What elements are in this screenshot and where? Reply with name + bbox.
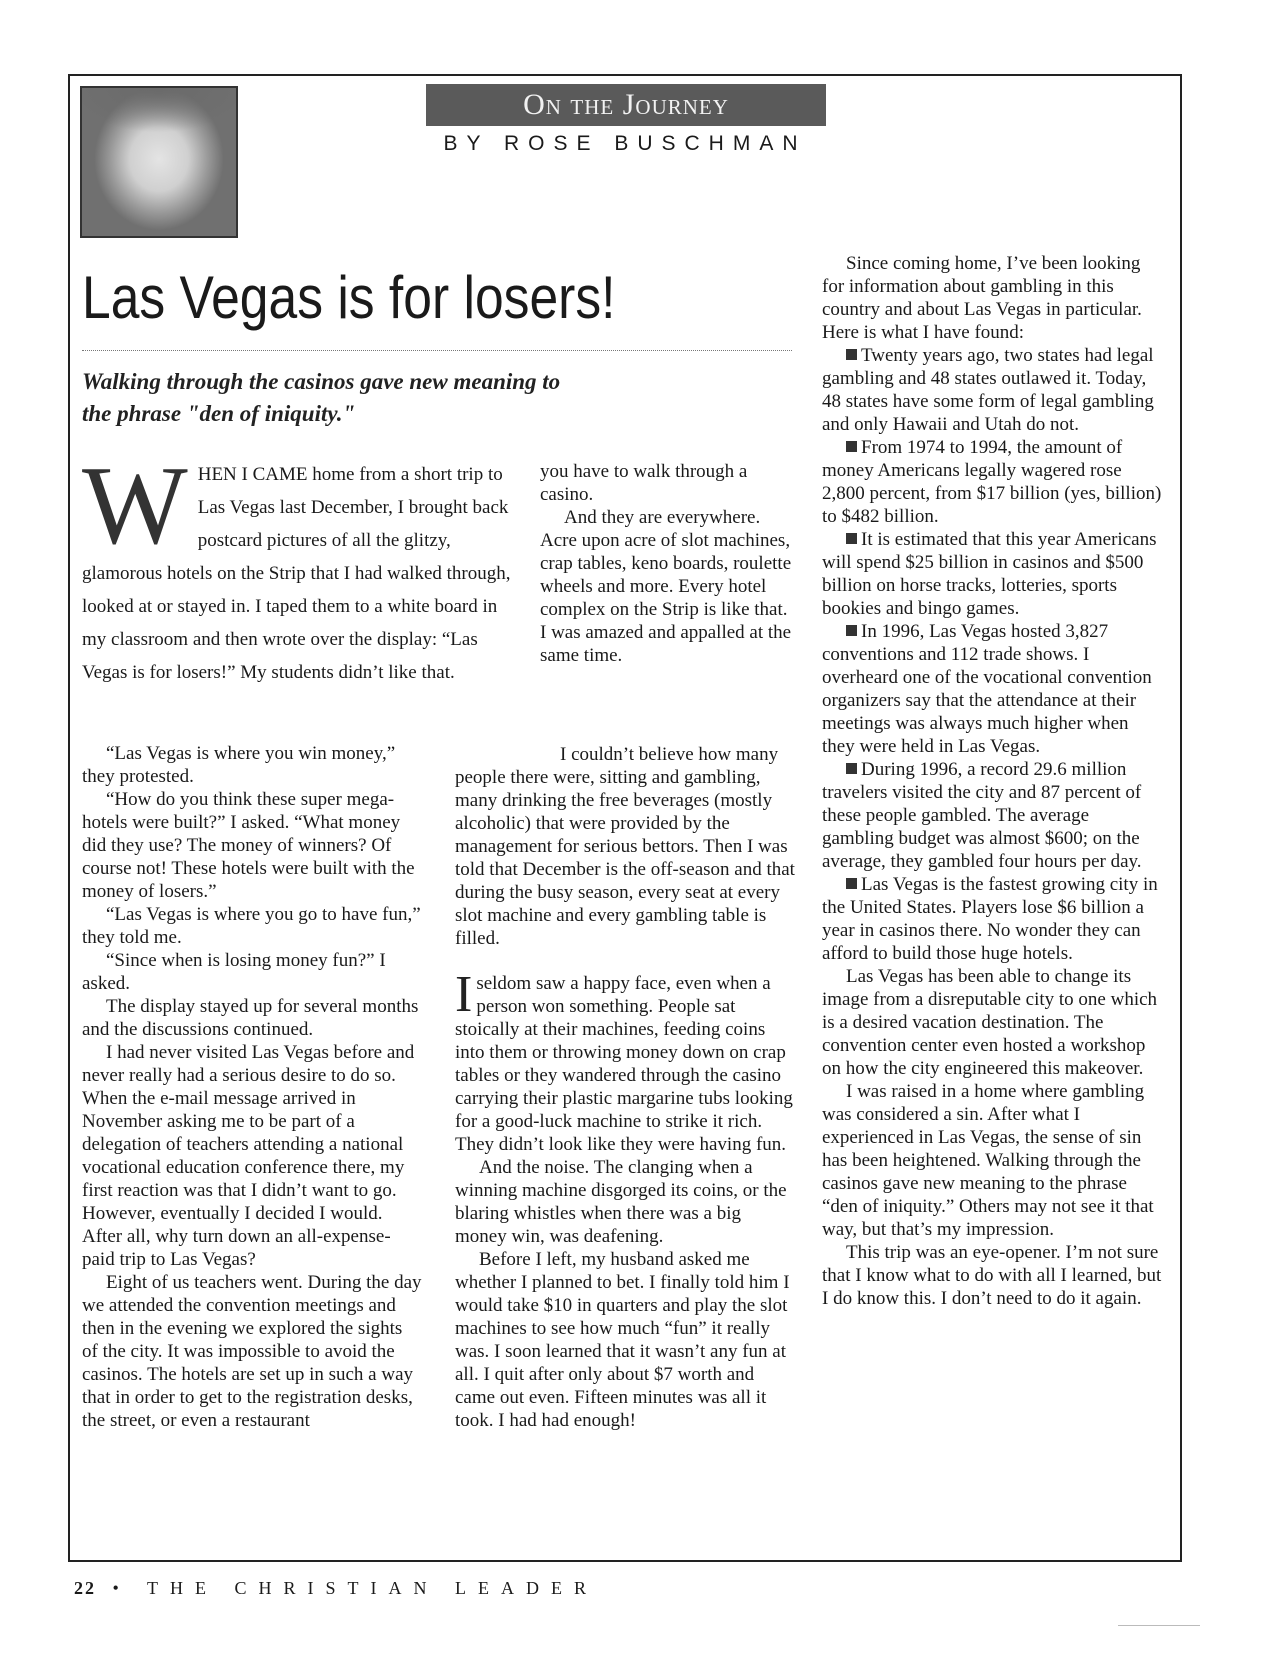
column-2-top [540,460,795,667]
paragraph: Since coming home, I’ve been looking for information about gambling in this country and about Las Vegas in particular. Here is what I have found: [822,253,1142,343]
paragraph: “Since when is losing money fun?” I asked. [82,950,386,994]
author-photo-shading [82,88,236,236]
paragraph: “Las Vegas is where you go to have fun,” they told me. [82,904,421,948]
square-bullet-icon [846,763,857,774]
paragraph: I had never visited Las Vegas before and never really had a serious desire to do so. When the e-mail message arrived in November asking me to be part of a delegation of teachers attending a national vocational education conference there, my first reaction was that I didn’t want to go. However, eventually I decided I would. After all, why turn down an all-expense-paid trip to Las Vegas? [82,1042,415,1270]
publication-name: THE CHRISTIAN LEADER [147,1578,598,1598]
square-bullet-icon [846,878,857,889]
paragraph: And the noise. The clanging when a winning machine disgorged its coins, or the blaring whistles when there was a big money win, was deafening. [455,1157,787,1247]
square-bullet-icon [846,441,857,452]
bullet-item: It is estimated that this year Americans will spend $25 billion in casinos and $500 billion on horse tracks, lotteries, sports bookies and bingo games. [822,529,1157,619]
drop-cap-paragraph [455,966,795,1156]
headline-rule [82,350,792,351]
column-3 [822,252,1162,1310]
square-bullet-icon [846,349,857,360]
paragraph: The display stayed up for several months and the discussions continued. [82,996,419,1040]
lead-text: HEN I CAME home from a short trip to Las Vegas last December, I brought back postcard pictures of all the glitzy, glamorous hotels on the Strip that I had walked through, looked at or stayed in. I taped them to a white board in my classroom and then wrote over the display: “Las Vegas is for losers!” My students didn’t like that. [82,464,511,683]
bullet-item: From 1974 to 1994, the amount of money Americans legally wagered rose 2,800 percent, from $17 billion (yes, billion) to $482 billion. [822,437,1162,527]
deck: Walking through the casinos gave new meaning to the phrase "den of iniquity." [82,369,561,426]
square-bullet-icon [846,625,857,636]
bullet-item: Twenty years ago, two states had legal gambling and 48 states outlawed it. Today, 48 states have some form of legal gambling and only Hawaii and Utah do not. [822,345,1154,435]
bullet-item: During 1996, a record 29.6 million travelers visited the city and 87 percent of these people gambled. The average gambling budget was almost $600; on the average, they gambled four hours per day. [822,759,1142,872]
paragraph: Las Vegas has been able to change its image from a disreputable city to one which is a desired vacation destination. The convention center even hosted a workshop on how the city engineered this makeover. [822,966,1158,1079]
page-footer [74,1578,598,1599]
lead-paragraph [82,444,517,689]
paragraph: I was raised in a home where gambling was considered a sin. After what I experienced in Las Vegas, the sense of sin has been heightened. Walking through the casinos gave new meaning to the phrase “den of iniquity.” Others may not see it that way, but that’s my impression. [822,1081,1154,1240]
bullet-item: Las Vegas is the fastest growing city in the United States. Players lose $6 billion a year in casinos there. No wonder they can afford to build those huge hotels. [822,874,1158,964]
page-number: 22 [74,1578,96,1598]
headline: Las Vegas is for losers! [82,264,616,331]
footer-separator: • [112,1578,131,1598]
drop-cap-i: I [455,966,473,1023]
column-2 [455,743,795,1432]
author-photo [80,86,238,238]
paragraph: “How do you think these super mega-hotels were built?” I asked. “What money did they use? The money of winners? Of course not! These hotels were built with the money of losers.” [82,789,415,902]
paragraph-text: seldom saw a happy face, even when a person won something. People sat stoically at their machines, feeding coins into them or throwing money down on crap tables or they wandered through the casino carrying their plastic margarine tubs looking for a good-luck machine to strike it rich. They didn’t look like they were having fun. [455,973,793,1155]
bullet-item: In 1996, Las Vegas hosted 3,827 conventions and 112 trade shows. I overheard one of the vocational convention organizers say that the attendance at their meetings was always much higher when they were held in Las Vegas. [822,621,1152,757]
paragraph: I couldn’t believe how many people there were, sitting and gambling, many drinking the free beverages (mostly alcoholic) that were provided by the management for serious bettors. Then I was told that December is the off-season and that during the busy season, every seat at every slot machine and every gambling table is filled. [455,744,795,949]
byline: BY ROSE BUSCHMAN [443,132,807,155]
paragraph: Before I left, my husband asked me whether I planned to bet. I finally told him I would take $10 in quarters and play the slot machines to see how much “fun” it really was. I soon learned that it wasn’t any fun at all. I quit after only about $7 worth and came out even. Fifteen minutes was all it took. I had had enough! [455,1249,790,1431]
drop-cap: W [82,444,188,568]
paragraph: you have to walk through a casino. [540,461,748,505]
column-banner: On the Journey [426,84,826,126]
paragraph: This trip was an eye-opener. I’m not sure that I know what to do with all I learned, but I do know this. I don’t need to do it again. [822,1242,1162,1309]
paragraph: “Las Vegas is where you win money,” they protested. [82,743,396,787]
paragraph: And they are everywhere. Acre upon acre of slot machines, crap tables, keno boards, roulette wheels and more. Every hotel complex on the Strip is like that. I was amazed and appalled at the same time. [540,507,792,666]
corner-rule [1118,1625,1200,1626]
column-1 [82,742,422,1432]
paragraph: Eight of us teachers went. During the day we attended the convention meetings and then in the evening we explored the sights of the city. It was impossible to avoid the casinos. The hotels are set up in such a way that in order to get to the registration desks, the street, or even a restaurant [82,1272,422,1431]
square-bullet-icon [846,533,857,544]
